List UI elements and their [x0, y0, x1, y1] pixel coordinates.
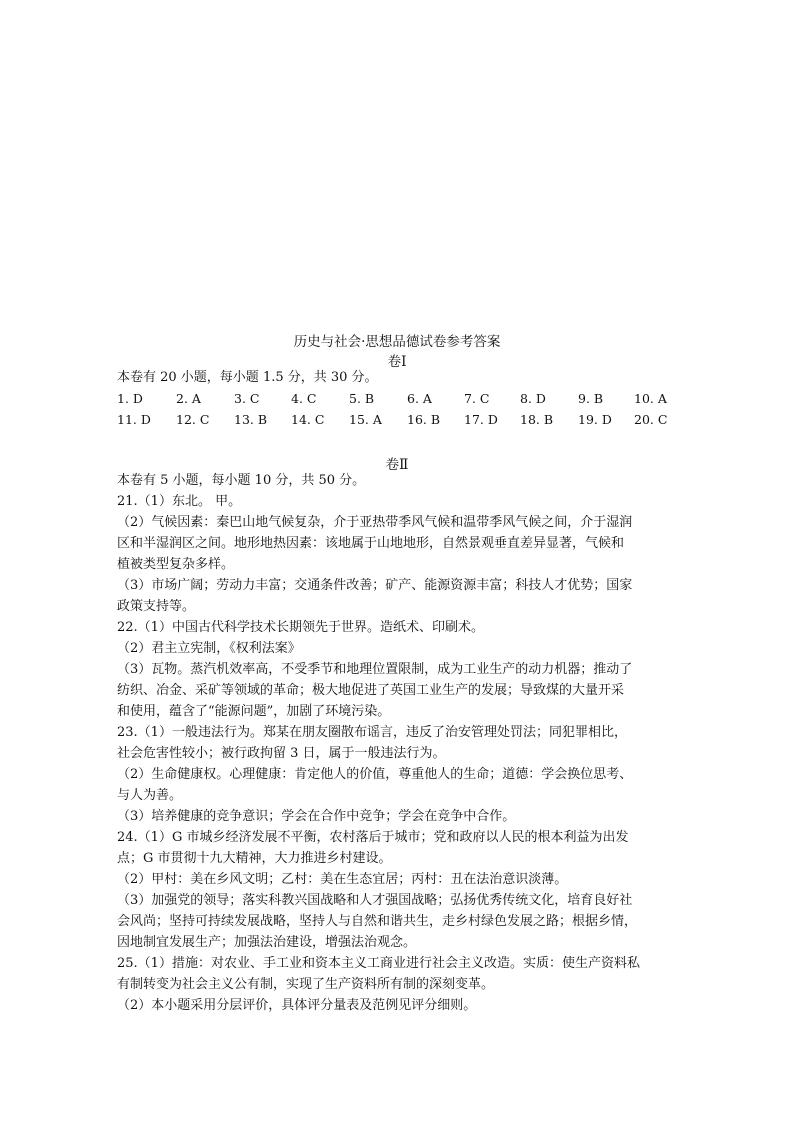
- answer-5: 5. B: [349, 391, 375, 406]
- answers-row-1: [117, 389, 687, 409]
- part2-line-25: （2）本小题采用分层评价，具体评分量表及范例见评分细则。: [117, 998, 477, 1013]
- answer-1: 1. D: [117, 391, 143, 406]
- part2-line-7: 22.（1）中国古代科学技术长期领先于世界。造纸术、印刷术。: [117, 620, 484, 635]
- part2-line-18: 点；G 市贯彻十九大精神，大力推进乡村建设。: [117, 851, 392, 866]
- answer-9: 9. B: [578, 391, 604, 406]
- part2-line-6: 政策支持等。: [117, 599, 196, 614]
- part2-line-22: 因地制宜发展生产；加强法治建设，增强法治观念。: [117, 935, 417, 950]
- part2-line-15: 与人为善。: [117, 788, 183, 803]
- part2-line-20: （3）加强党的领导；落实科教兴国战略和人才强国战略；弘扬优秀传统文化，培育良好社: [117, 893, 633, 908]
- part2-line-24: 有制转变为社会主义公有制，实现了生产资料所有制的深刻变革。: [117, 977, 495, 992]
- answer-6: 6. A: [407, 391, 432, 406]
- answer-18: 18. B: [520, 412, 554, 427]
- part2-line-3: 区和半湿润区之间。地形地热因素：该地属于山地地形，自然景观垂直差异显著，气候和: [117, 536, 625, 551]
- part2-line-11: 和使用，蕴含了“能源问题”，加剧了环境污染。: [117, 704, 391, 719]
- part2-heading: 卷Ⅱ: [385, 457, 409, 473]
- answer-20: 20. C: [634, 412, 668, 427]
- part2-line-1: 21.（1）东北。 甲。: [117, 494, 242, 509]
- part2-line-8: （2）君主立宪制，《权利法案》: [117, 641, 301, 656]
- part2-line-23: 25.（1）措施：对农业、手工业和资本主义工商业进行社会主义改造。实质：使生产资料私: [117, 956, 640, 971]
- part2-line-19: （2）甲村：美在乡风文明；乙村：美在生态宜居；丙村：丑在法治意识淡薄。: [117, 872, 568, 887]
- part2-line-5: （3）市场广阔；劳动力丰富；交通条件改善；矿产、能源资源丰富；科技人才优势；国家: [117, 578, 633, 593]
- part1-intro: 本卷有 20 小题，每小题 1.5 分，共 30 分。: [117, 370, 378, 385]
- part2-line-14: （2）生命健康权。心理健康：肯定他人的价值，尊重他人的生命；道德：学会换位思考、: [117, 767, 633, 782]
- part2-line-16: （3）培养健康的竞争意识；学会在合作中竞争；学会在竞争中合作。: [117, 809, 516, 824]
- answer-10: 10. A: [634, 391, 667, 406]
- answer-15: 15. A: [349, 412, 382, 427]
- answer-19: 19. D: [578, 412, 612, 427]
- part2-line-12: 23.（1）一般违法行为。郑某在朋友圈散布谣言，违反了治安管理处罚法；同犯罪相比，: [117, 725, 627, 740]
- part2-line-2: （2）气候因素：秦巴山地气候复杂，介于亚热带季风气候和温带季风气候之间，介于湿润: [117, 515, 633, 530]
- answer-13: 13. B: [234, 412, 268, 427]
- answer-8: 8. D: [520, 391, 546, 406]
- answer-12: 12. C: [176, 412, 210, 427]
- part2-line-21: 会风尚；坚持可持续发展战略，坚持人与自然和谐共生，走乡村绿色发展之路；根据乡情，: [117, 914, 638, 929]
- part2-line-0: 本卷有 5 小题，每小题 10 分，共 50 分。: [117, 473, 366, 488]
- answers-row-2: [117, 410, 687, 430]
- part2-line-4: 植被类型复杂多样。: [117, 557, 235, 572]
- part2-line-10: 纺织、冶金、采矿等领域的革命；极大地促进了英国工业生产的发展；导致煤的大量开采: [117, 683, 625, 698]
- part2-line-13: 社会危害性较小；被行政拘留 3 日，属于一般违法行为。: [117, 746, 446, 761]
- answer-16: 16. B: [407, 412, 441, 427]
- answer-4: 4. C: [291, 391, 317, 406]
- answer-14: 14. C: [291, 412, 325, 427]
- part2-line-17: 24.（1）G 市城乡经济发展不平衡，农村落后于城市；党和政府以人民的根本利益为出发: [117, 830, 629, 845]
- page-title: 历史与社会·思想品德试卷参考答案: [293, 334, 501, 350]
- answer-3: 3. C: [234, 391, 260, 406]
- answer-17: 17. D: [464, 412, 498, 427]
- part2-line-9: （3）瓦物。蒸汽机效率高，不受季节和地理位置限制，成为工业生产的动力机器；推动了: [117, 662, 633, 677]
- answer-11: 11. D: [117, 412, 151, 427]
- part1-heading: 卷Ⅰ: [387, 354, 407, 370]
- answer-2: 2. A: [176, 391, 201, 406]
- answer-7: 7. C: [464, 391, 490, 406]
